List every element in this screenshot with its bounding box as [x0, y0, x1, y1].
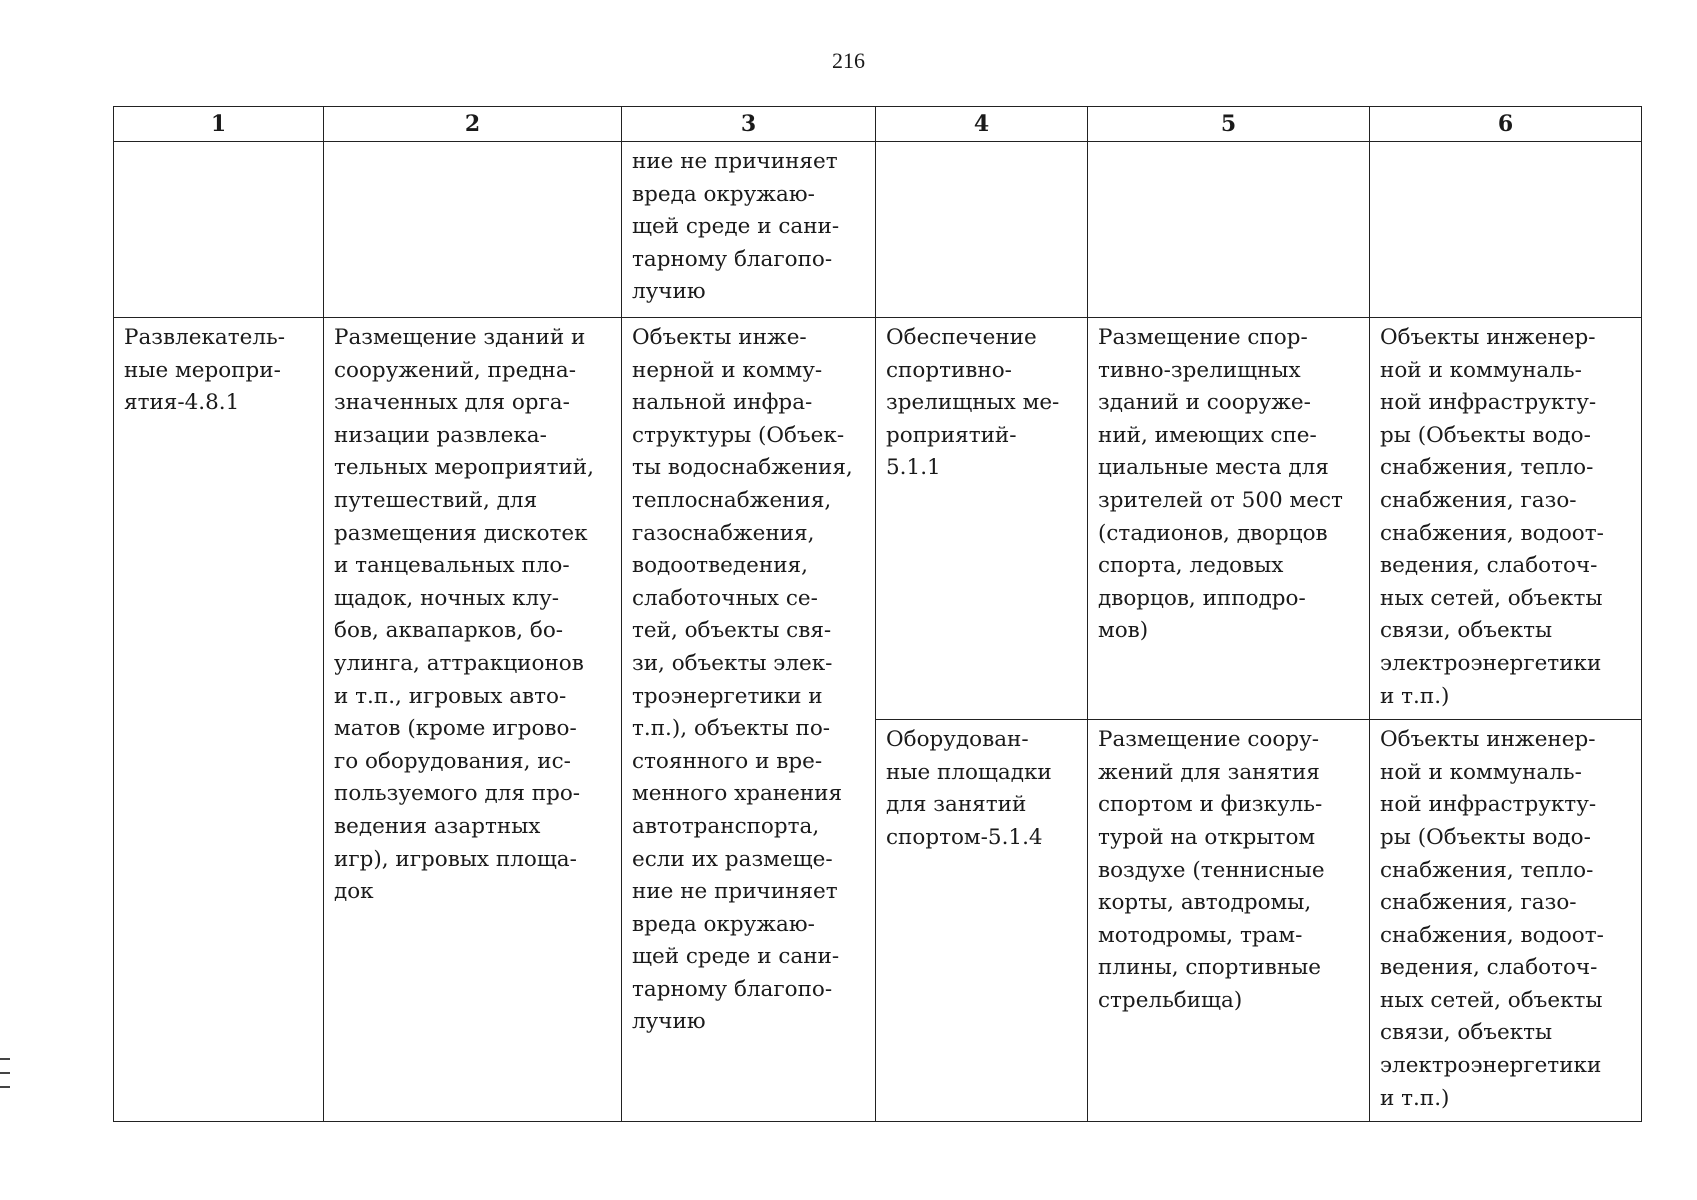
- cell-cont-col5: [1088, 142, 1370, 318]
- cell-cont-col3: [622, 142, 876, 318]
- cell-text: Объекты инженер- ной и коммуналь- ной инфраструкту- ры (Объекты водо- снабжения, тепло- снабжения, газо- снабжения, водоот- ведения, слаботоч- ных сетей, объекты связи, объекты электроэнергетики и т.п.): [1380, 727, 1604, 1111]
- cell-permitted-objects: [622, 318, 876, 1122]
- cell-use-type: [114, 318, 324, 1122]
- cell-sub-a-col4: [876, 318, 1088, 720]
- cell-cont-col4: [876, 142, 1088, 318]
- cell-cont-col1: [114, 142, 324, 318]
- header-col-6: 6: [1370, 107, 1642, 142]
- margin-mark: [0, 1072, 10, 1074]
- cell-text: Размещение спор- тивно-зрелищных зданий и сооруже- ний, имеющих спе- циальные места для зрителей от 500 мест (стадионов, дворцов спорта, ледовых дворцов, ипподро- мов): [1098, 325, 1343, 644]
- table-row-entertainment: [114, 318, 1642, 720]
- cell-text: Обеспечение спортивно- зрелищных ме- роприятий- 5.1.1: [886, 325, 1060, 481]
- header-col-1: 1: [114, 107, 324, 142]
- cell-text: Размещение соору- жений для занятия спортом и физкуль- турой на открытом воздухе (теннисные корты, автодромы, мотодромы, трам- плины, спортивные стрельбища): [1098, 727, 1325, 1013]
- table-header-row: [114, 107, 1642, 142]
- table-row-continuation: [114, 142, 1642, 318]
- header-col-5: 5: [1088, 107, 1370, 142]
- cell-cont-col6: [1370, 142, 1642, 318]
- page-number: 216: [832, 48, 865, 73]
- cell-sub-a-col6: [1370, 318, 1642, 720]
- cell-text: Объекты инже- нерной и комму- нальной инфра- структуры (Объек- ты водоснабжения, теплоснабжения, газоснабжения, водоотведения, слаботочных се- тей, объекты свя- зи, объекты элек- троэнергетики и т.п.), объекты по- стоянного и вре- менного хранения автотранспорта, если их размеще- ние не причиняет вреда окружаю- щей среде и сани- тарному благопо- лучию: [632, 325, 853, 1035]
- cell-text: Объекты инженер- ной и коммуналь- ной инфраструкту- ры (Объекты водо- снабжения, тепло- снабжения, газо- снабжения, водоот- ведения, слаботоч- ных сетей, объекты связи, объекты электроэнергетики и т.п.): [1380, 325, 1604, 709]
- cell-sub-b-col6: [1370, 720, 1642, 1122]
- margin-mark: [0, 1086, 10, 1088]
- cell-text: Размещение зданий и сооружений, предна- значенных для орга- низации развлека- тельных мероприятий, путешествий, для размещения дискотек и танцевальных пло- щадок, ночных клу- бов, аквапарков, бо- улинга, аттракционов и т.п., игровых авто- матов (кроме игрово- го оборудования, ис- пользуемого для про- ведения азартных игр), игровых площа- док: [334, 325, 594, 905]
- cell-use-description: [324, 318, 622, 1122]
- cell-text: Оборудован- ные площадки для занятий спортом-5.1.4: [886, 727, 1052, 850]
- cell-text: ние не причиняет вреда окружаю- щей среде и сани- тарному благопо- лучию: [632, 149, 840, 305]
- cell-cont-col2: [324, 142, 622, 318]
- header-col-4: 4: [876, 107, 1088, 142]
- land-use-table: [113, 106, 1642, 1122]
- cell-sub-b-col4: [876, 720, 1088, 1122]
- margin-mark: [0, 1058, 10, 1060]
- cell-sub-b-col5: [1088, 720, 1370, 1122]
- header-col-3: 3: [622, 107, 876, 142]
- cell-text: Развлекатель- ные меропри- ятия-4.8.1: [124, 325, 285, 416]
- header-col-2: 2: [324, 107, 622, 142]
- cell-sub-a-col5: [1088, 318, 1370, 720]
